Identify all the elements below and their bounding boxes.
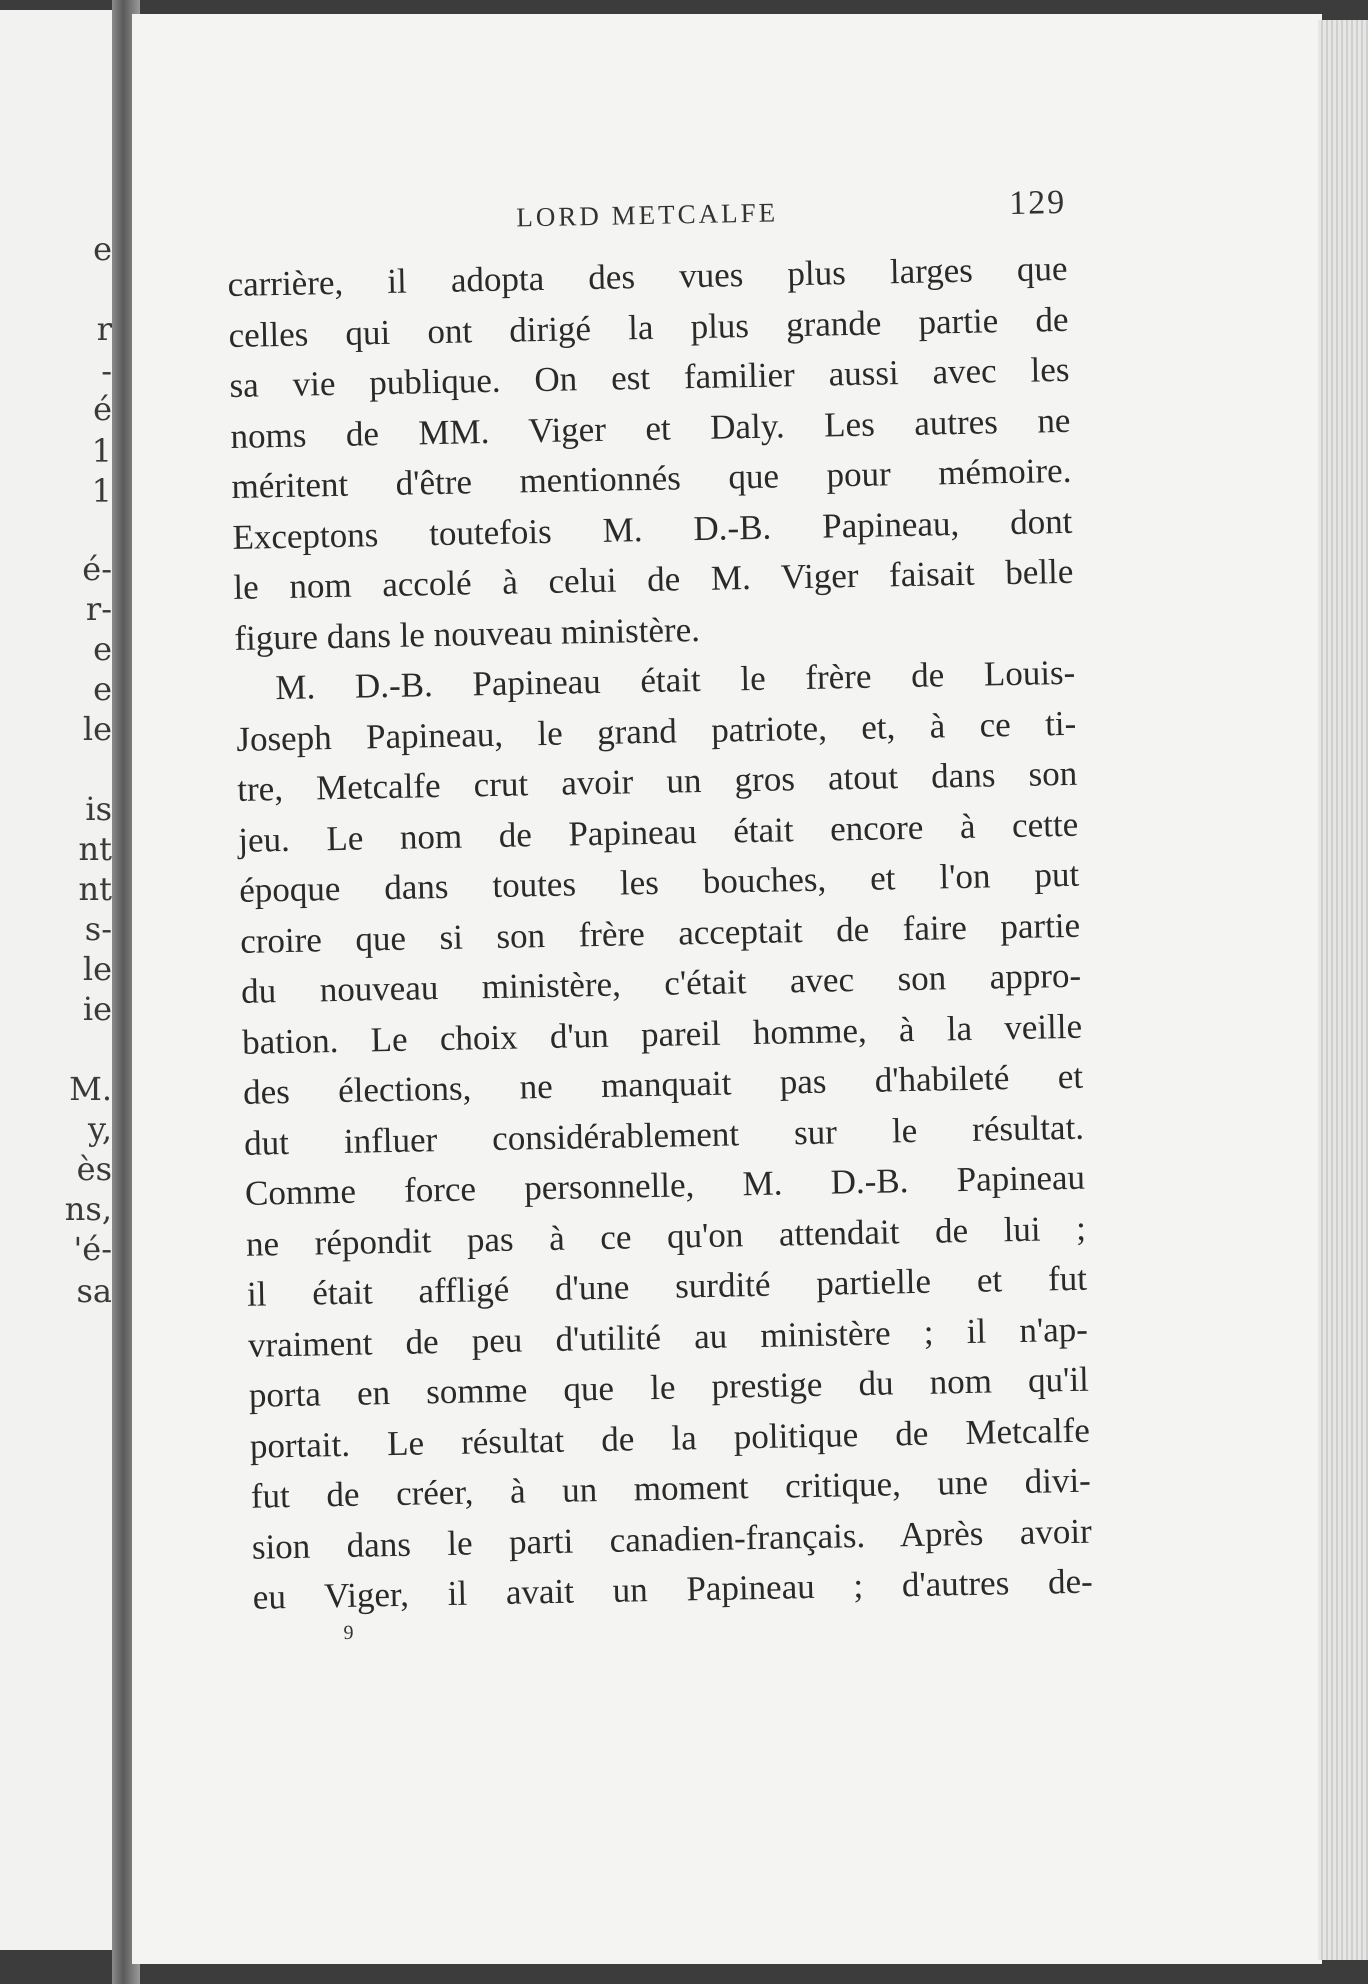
text-line: noms de MM. Viger et Daly. Les autres ne [230, 400, 1071, 456]
facing-page-fragment: e [93, 230, 112, 268]
text-line: croire que si son frère acceptait de faire partie [239, 905, 1081, 961]
text-line: M. D.-B. Papineau était le frère de Louis- [274, 652, 1076, 708]
text-line: des élections, ne manquait pas d'habileté et [242, 1056, 1084, 1112]
facing-page-fragment: s- [84, 910, 112, 948]
facing-page-fragment: sa [76, 1272, 112, 1310]
text-line: époque dans toutes les bouches, et l'on put [238, 854, 1080, 910]
text-line: Exceptons toutefois M. D.-B. Papineau, dont [232, 501, 1073, 557]
text-line: Comme force personnelle, M. D.-B. Papineau [244, 1157, 1086, 1213]
text-line: bation. Le choix d'un pareil homme, à la veille [241, 1006, 1083, 1062]
text-line: celles qui ont dirigé la plus grande partie de [228, 299, 1069, 355]
facing-page-fragment: M. [69, 1070, 112, 1108]
text-line: méritent d'être mentionnés que pour mémoire. [231, 450, 1072, 506]
text-line: porta en somme que le prestige du nom qu'il [248, 1359, 1090, 1415]
body-text [227, 244, 1093, 1623]
facing-page-fragment: - [101, 352, 112, 390]
text-line: carrière, il adopta des vues plus larges que [227, 248, 1068, 304]
facing-page-fragment: é [93, 390, 112, 428]
text-line: dut influer considérablement sur le résultat. [243, 1107, 1085, 1163]
facing-page-fragment: le [82, 710, 112, 748]
text-line: sa vie publique. On est familier aussi avec les [229, 349, 1070, 405]
facing-page-fragment: e [93, 630, 112, 668]
text-line: fut de créer, à un moment critique, une divi- [250, 1460, 1092, 1516]
text-line: il était affligé d'une surdité partielle et fut [246, 1258, 1088, 1314]
text-line: vraiment de peu d'utilité au ministère ; il n'ap- [247, 1309, 1089, 1365]
facing-page-fragment: y, [88, 1110, 112, 1148]
facing-page-fragment: is [85, 790, 112, 828]
running-head-title: LORD METCALFE [516, 197, 779, 233]
text-line: portait. Le résultat de la politique de Metcalfe [249, 1410, 1091, 1466]
text-line: figure dans le nouveau ministère. [234, 609, 701, 658]
facing-page-fragment: 'é- [73, 1230, 112, 1268]
facing-page-fragment: nt [78, 830, 112, 868]
text-line: tre, Metcalfe crut avoir un gros atout dans son [236, 753, 1078, 809]
text-line: ne répondit pas à ce qu'on attendait de lui ; [245, 1208, 1087, 1264]
facing-page-fragment: r- [85, 590, 112, 628]
page-number: 129 [1008, 183, 1067, 222]
text-line: eu Viger, il avait un Papineau ; d'autres de- [252, 1561, 1094, 1617]
text-line: Joseph Papineau, le grand patriote, et, à ce ti- [235, 703, 1077, 759]
text-line: le nom accolé à celui de M. Viger faisait belle [233, 551, 1074, 607]
facing-page-fragment: ès [76, 1150, 112, 1188]
page-content [226, 184, 1094, 1653]
facing-page-fragment: r [96, 310, 112, 348]
facing-page-fragment: ie [82, 990, 112, 1028]
facing-page-fragment: nt [78, 870, 112, 908]
page-edges [1318, 20, 1368, 1960]
text-line: jeu. Le nom de Papineau était encore à cette [237, 804, 1079, 860]
facing-page-fragment: é- [82, 550, 112, 588]
facing-page-fragment: e [93, 670, 112, 708]
text-line: du nouveau ministère, c'était avec son appro- [240, 955, 1082, 1011]
facing-page-fragment: ns, [64, 1190, 112, 1228]
facing-page-fragment: le [82, 950, 112, 988]
facing-page [0, 10, 116, 1950]
text-line: sion dans le parti canadien-français. Après avoir [251, 1511, 1093, 1567]
signature-mark-number: 9 [343, 1621, 354, 1644]
facing-page-fragment: 1 [91, 472, 112, 510]
facing-page-fragment: 1 [91, 432, 112, 470]
